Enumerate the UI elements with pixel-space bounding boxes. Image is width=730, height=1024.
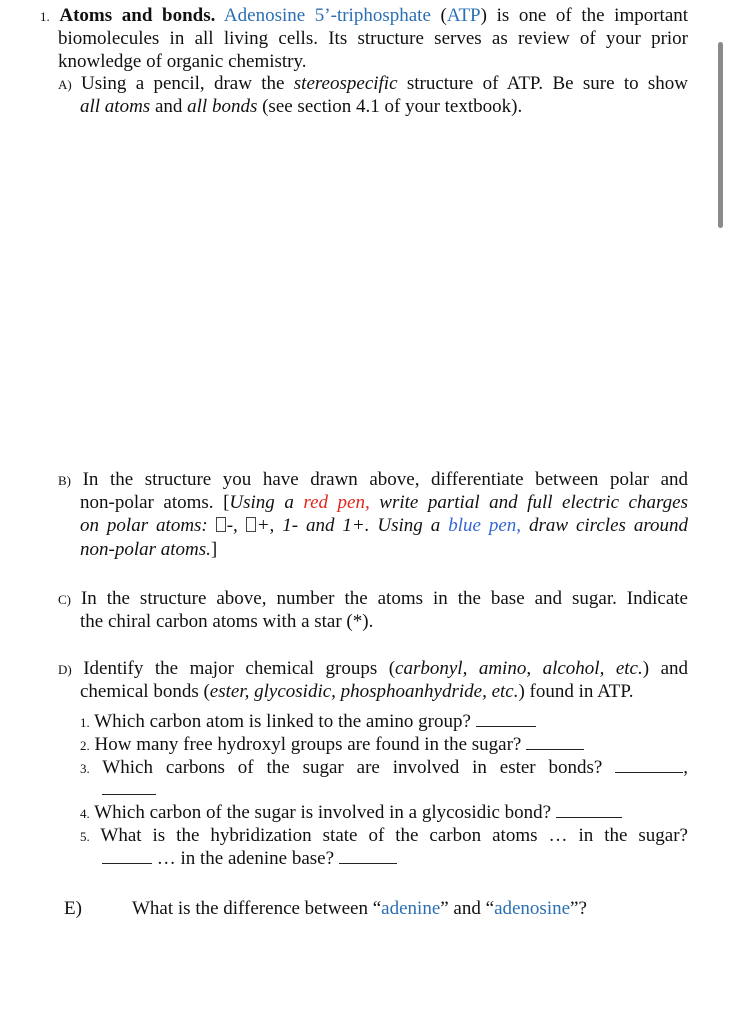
part-a-emphasis-3: all bonds: [187, 96, 258, 117]
adenine-term: adenine: [381, 898, 441, 919]
part-d-text-4: ) found in ATP.: [518, 681, 634, 702]
part-b-line-1: [58, 468, 688, 492]
part-a-line-2: [80, 95, 688, 118]
question-number: 4.: [80, 806, 90, 821]
intro-line-3: knowledge of organic chemistry.: [58, 51, 307, 72]
part-d-text-3: chemical bonds (: [80, 681, 210, 702]
question-text: Which carbon of the sugar is involved in a glycosidic bond?: [94, 802, 552, 823]
part-a-text-1: Using a pencil, draw the: [81, 73, 285, 94]
part-a-text-2: structure of ATP. Be sure to show: [406, 73, 689, 94]
part-a-emphasis-2: all atoms: [80, 96, 151, 117]
part-a-emphasis-1: stereospecific: [293, 73, 398, 94]
answer-blank[interactable]: [339, 847, 397, 864]
question-number: 2.: [80, 738, 90, 753]
part-b-emphasis-1: Using a: [229, 492, 294, 513]
question-text: Which carbon atom is linked to the amino group?: [94, 711, 471, 732]
question-text: What is the hybridization state of the carbon atoms … in the sugar?: [100, 825, 688, 846]
part-b-emphasis-5: non-polar atoms.: [80, 539, 211, 560]
part-d-line-1: [58, 657, 688, 681]
part-c-text-1: In the structure above, number the atoms in the base and sugar. Indicate: [80, 588, 688, 609]
part-c-label: C): [58, 592, 71, 607]
intro-line-1: 1. Atoms and bonds. Adenosine 5’-triphosphate (ATP) is one of the important: [40, 5, 689, 26]
part-b-line-4: [80, 538, 688, 561]
question-text: Which carbons of the sugar are involved in ester bonds?: [102, 757, 603, 778]
scrollbar[interactable]: [718, 42, 723, 228]
atp-abbreviation: ATP: [446, 5, 481, 26]
red-pen-text: red pen,: [303, 492, 370, 513]
part-b-emphasis-4: draw circles around: [528, 515, 689, 536]
question-number: 1.: [40, 9, 50, 24]
part-b-label: B): [58, 473, 71, 488]
part-d-label: D): [58, 662, 72, 677]
question-number: 5.: [80, 829, 90, 844]
intro-line-1-rest: is one of the important: [496, 5, 689, 26]
question-d1: [80, 710, 688, 734]
question-number: 1.: [80, 715, 90, 730]
part-a-line-1: [58, 72, 688, 96]
question-title: Atoms and bonds.: [59, 5, 216, 26]
part-a-and: and: [154, 96, 183, 117]
answer-blank[interactable]: [526, 733, 584, 750]
part-c-line-2: the chiral carbon atoms with a star (*).: [80, 611, 374, 632]
part-b-emphasis-3: on polar atoms:: [80, 515, 208, 536]
part-e-question: [132, 897, 692, 920]
part-d-emphasis-2: ester, glycosidic, phosphoanhydride, etc.: [209, 681, 519, 702]
question-text: How many free hydroxyl groups are found in the sugar?: [94, 734, 522, 755]
part-d-text-1: Identify the major chemical groups (: [83, 658, 396, 679]
part-c-line-1: [58, 587, 688, 611]
answer-blank[interactable]: [615, 756, 683, 773]
answer-blank[interactable]: [476, 710, 536, 727]
question-d5-line-2: [102, 847, 688, 870]
atp-full-name: Adenosine 5’-triphosphate: [223, 5, 431, 26]
part-a-label: A): [58, 77, 72, 92]
question-number: 3.: [80, 761, 90, 776]
part-d-line-2: [80, 680, 688, 703]
missing-glyph-icon: [216, 517, 226, 532]
part-a-text-3: (see section 4.1 of your textbook).: [262, 96, 523, 117]
part-b-line-2: [80, 491, 688, 514]
missing-glyph-icon: [246, 517, 256, 532]
comma: ,: [683, 757, 688, 778]
question-d4: [80, 801, 688, 825]
partial-negative-charge: -,: [226, 515, 238, 536]
part-e-text-2: ” and “: [440, 898, 495, 919]
intro-line-2: biomolecules in all living cells. Its structure serves as review of your prior: [58, 28, 688, 49]
answer-blank[interactable]: [556, 801, 622, 818]
part-e-text-3: ”?: [570, 898, 587, 919]
part-d-text-2: ) and: [642, 658, 688, 679]
part-e-label: E): [64, 898, 82, 919]
adenosine-term: adenosine: [494, 898, 571, 919]
question-d3: [80, 756, 688, 780]
answer-blank[interactable]: [102, 847, 152, 864]
question-d2: [80, 733, 688, 757]
part-e-text-1: What is the difference between “: [132, 898, 382, 919]
part-b-line-3: [80, 514, 688, 537]
question-d5: [80, 824, 688, 848]
part-b-bracket: ]: [210, 539, 218, 560]
question-1-header: [40, 4, 688, 28]
part-b-emphasis-2: write partial and full electric charges: [379, 492, 689, 513]
part-b-text-2: non-polar atoms. [: [80, 492, 230, 513]
question-text: … in the adenine base?: [156, 848, 335, 869]
part-d-emphasis-1: carbonyl, amino, alcohol, etc.: [395, 658, 643, 679]
part-b-text-1: In the structure you have drawn above, differentiate between polar and: [82, 469, 689, 490]
partial-positive-charge: +, 1- and 1+. Using a: [256, 515, 441, 536]
answer-blank-continued[interactable]: [102, 778, 162, 801]
blue-pen-text: blue pen,: [448, 515, 522, 536]
